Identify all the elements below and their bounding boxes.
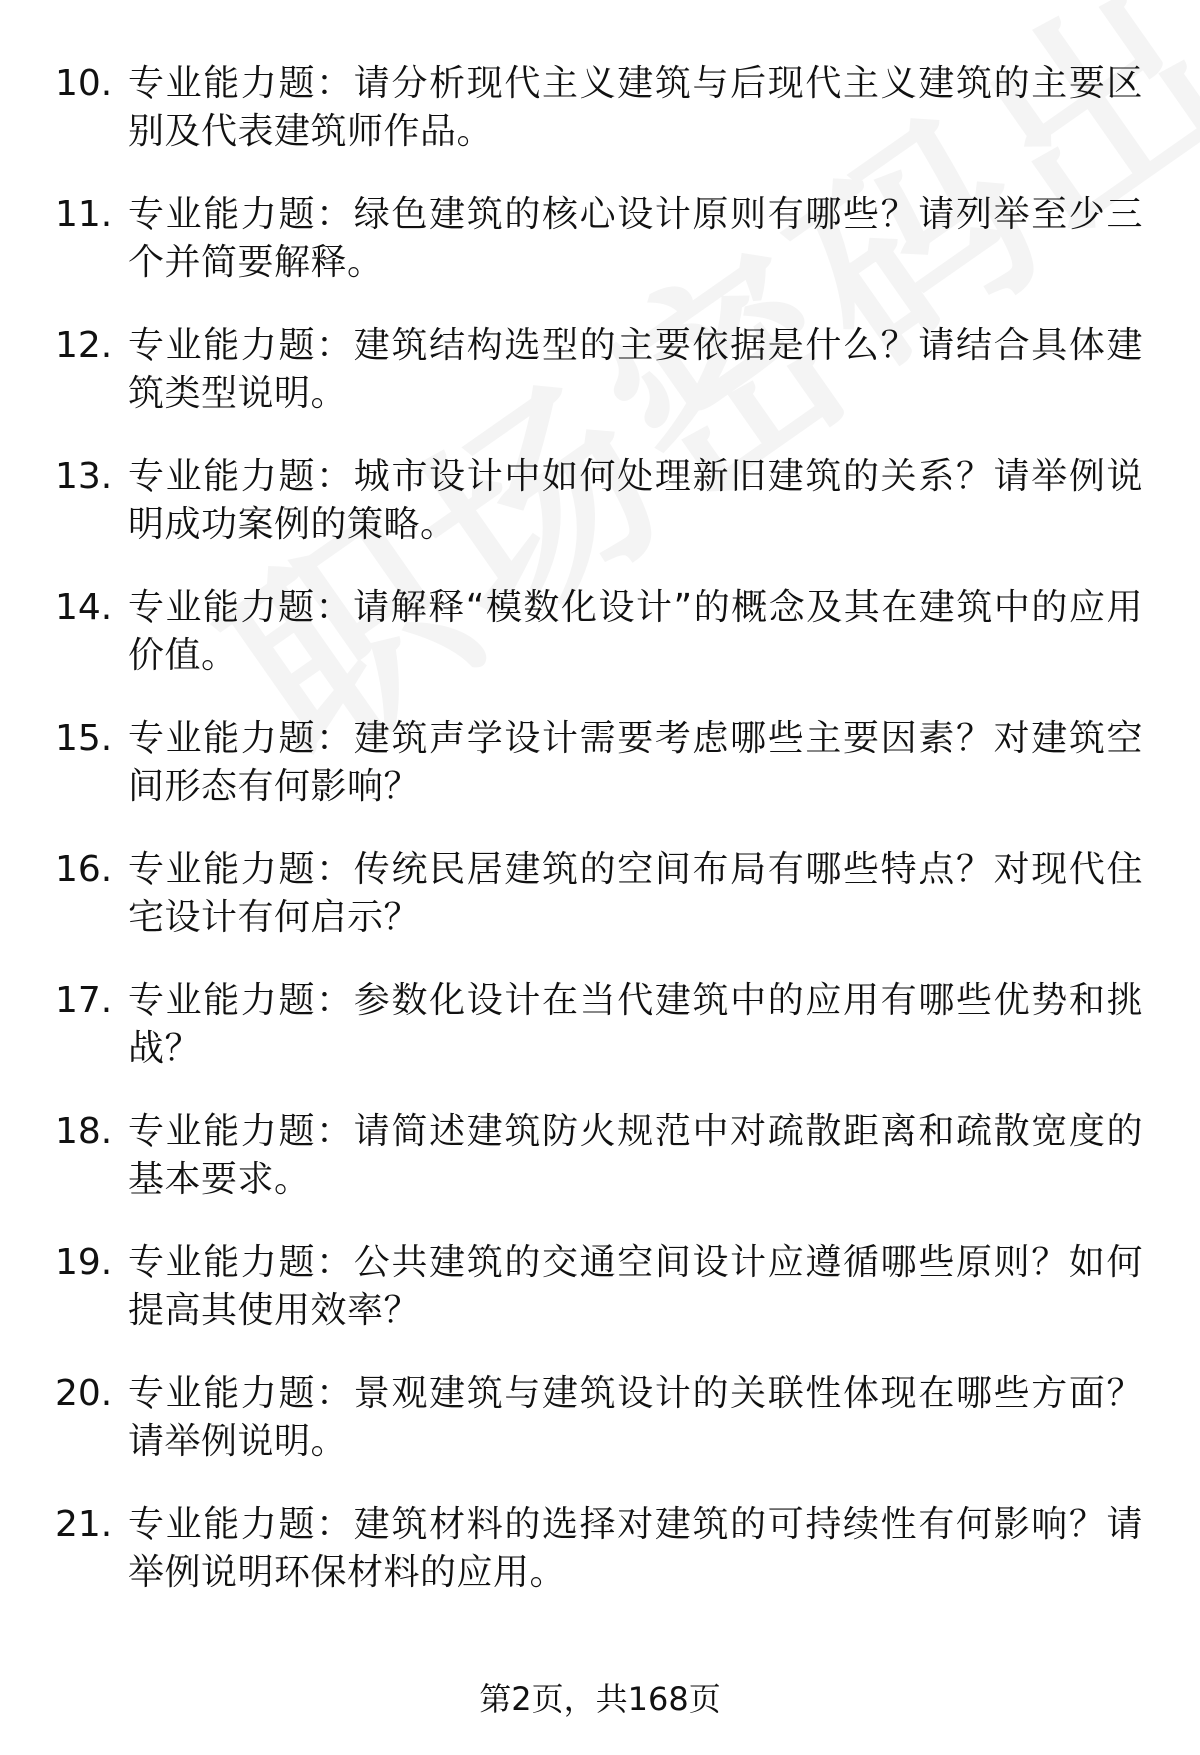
question-number: 13. — [55, 456, 113, 497]
question-item — [0, 453, 1200, 584]
question-number: 17. — [55, 980, 113, 1021]
question-item — [0, 322, 1200, 453]
question-text: 专业能力题：请解释“模数化设计”的概念及其在建筑中的应用价值。 — [128, 587, 1143, 676]
question-item — [0, 1501, 1200, 1632]
question-item — [0, 977, 1200, 1108]
question-number: 20. — [55, 1373, 113, 1414]
question-number: 15. — [55, 718, 113, 759]
question-number: 21. — [55, 1504, 113, 1545]
question-number: 11. — [55, 194, 113, 235]
question-text: 专业能力题：请简述建筑防火规范中对疏散距离和疏散宽度的基本要求。 — [128, 1111, 1143, 1200]
question-item — [0, 1108, 1200, 1239]
question-text: 专业能力题：参数化设计在当代建筑中的应用有哪些优势和挑战？ — [128, 980, 1143, 1069]
question-item — [0, 60, 1200, 191]
question-number: 12. — [55, 325, 113, 366]
question-text: 专业能力题：城市设计中如何处理新旧建筑的关系？请举例说明成功案例的策略。 — [128, 456, 1143, 545]
question-item — [0, 584, 1200, 715]
question-item — [0, 1239, 1200, 1370]
question-text: 专业能力题：建筑结构选型的主要依据是什么？请结合具体建筑类型说明。 — [128, 325, 1143, 414]
question-item — [0, 191, 1200, 322]
question-number: 19. — [55, 1242, 113, 1283]
question-number: 18. — [55, 1111, 113, 1152]
question-text: 专业能力题：建筑材料的选择对建筑的可持续性有何影响？请举例说明环保材料的应用。 — [128, 1504, 1143, 1593]
page-footer — [0, 1677, 1200, 1721]
page-number-label: 第2页，共168页 — [479, 1680, 721, 1718]
question-text: 专业能力题：景观建筑与建筑设计的关联性体现在哪些方面？请举例说明。 — [128, 1373, 1143, 1462]
question-text: 专业能力题：请分析现代主义建筑与后现代主义建筑的主要区别及代表建筑师作品。 — [128, 63, 1143, 152]
question-text: 专业能力题：传统民居建筑的空间布局有哪些特点？对现代住宅设计有何启示？ — [128, 849, 1143, 938]
question-number: 10. — [55, 63, 113, 104]
question-number: 16. — [55, 849, 113, 890]
question-item — [0, 846, 1200, 977]
question-item — [0, 1370, 1200, 1501]
question-item — [0, 715, 1200, 846]
question-text: 专业能力题：公共建筑的交通空间设计应遵循哪些原则？如何提高其使用效率？ — [128, 1242, 1143, 1331]
question-list — [0, 60, 1200, 1632]
question-text: 专业能力题：建筑声学设计需要考虑哪些主要因素？对建筑空间形态有何影响？ — [128, 718, 1143, 807]
question-number: 14. — [55, 587, 113, 628]
question-text: 专业能力题：绿色建筑的核心设计原则有哪些？请列举至少三个并简要解释。 — [128, 194, 1143, 283]
